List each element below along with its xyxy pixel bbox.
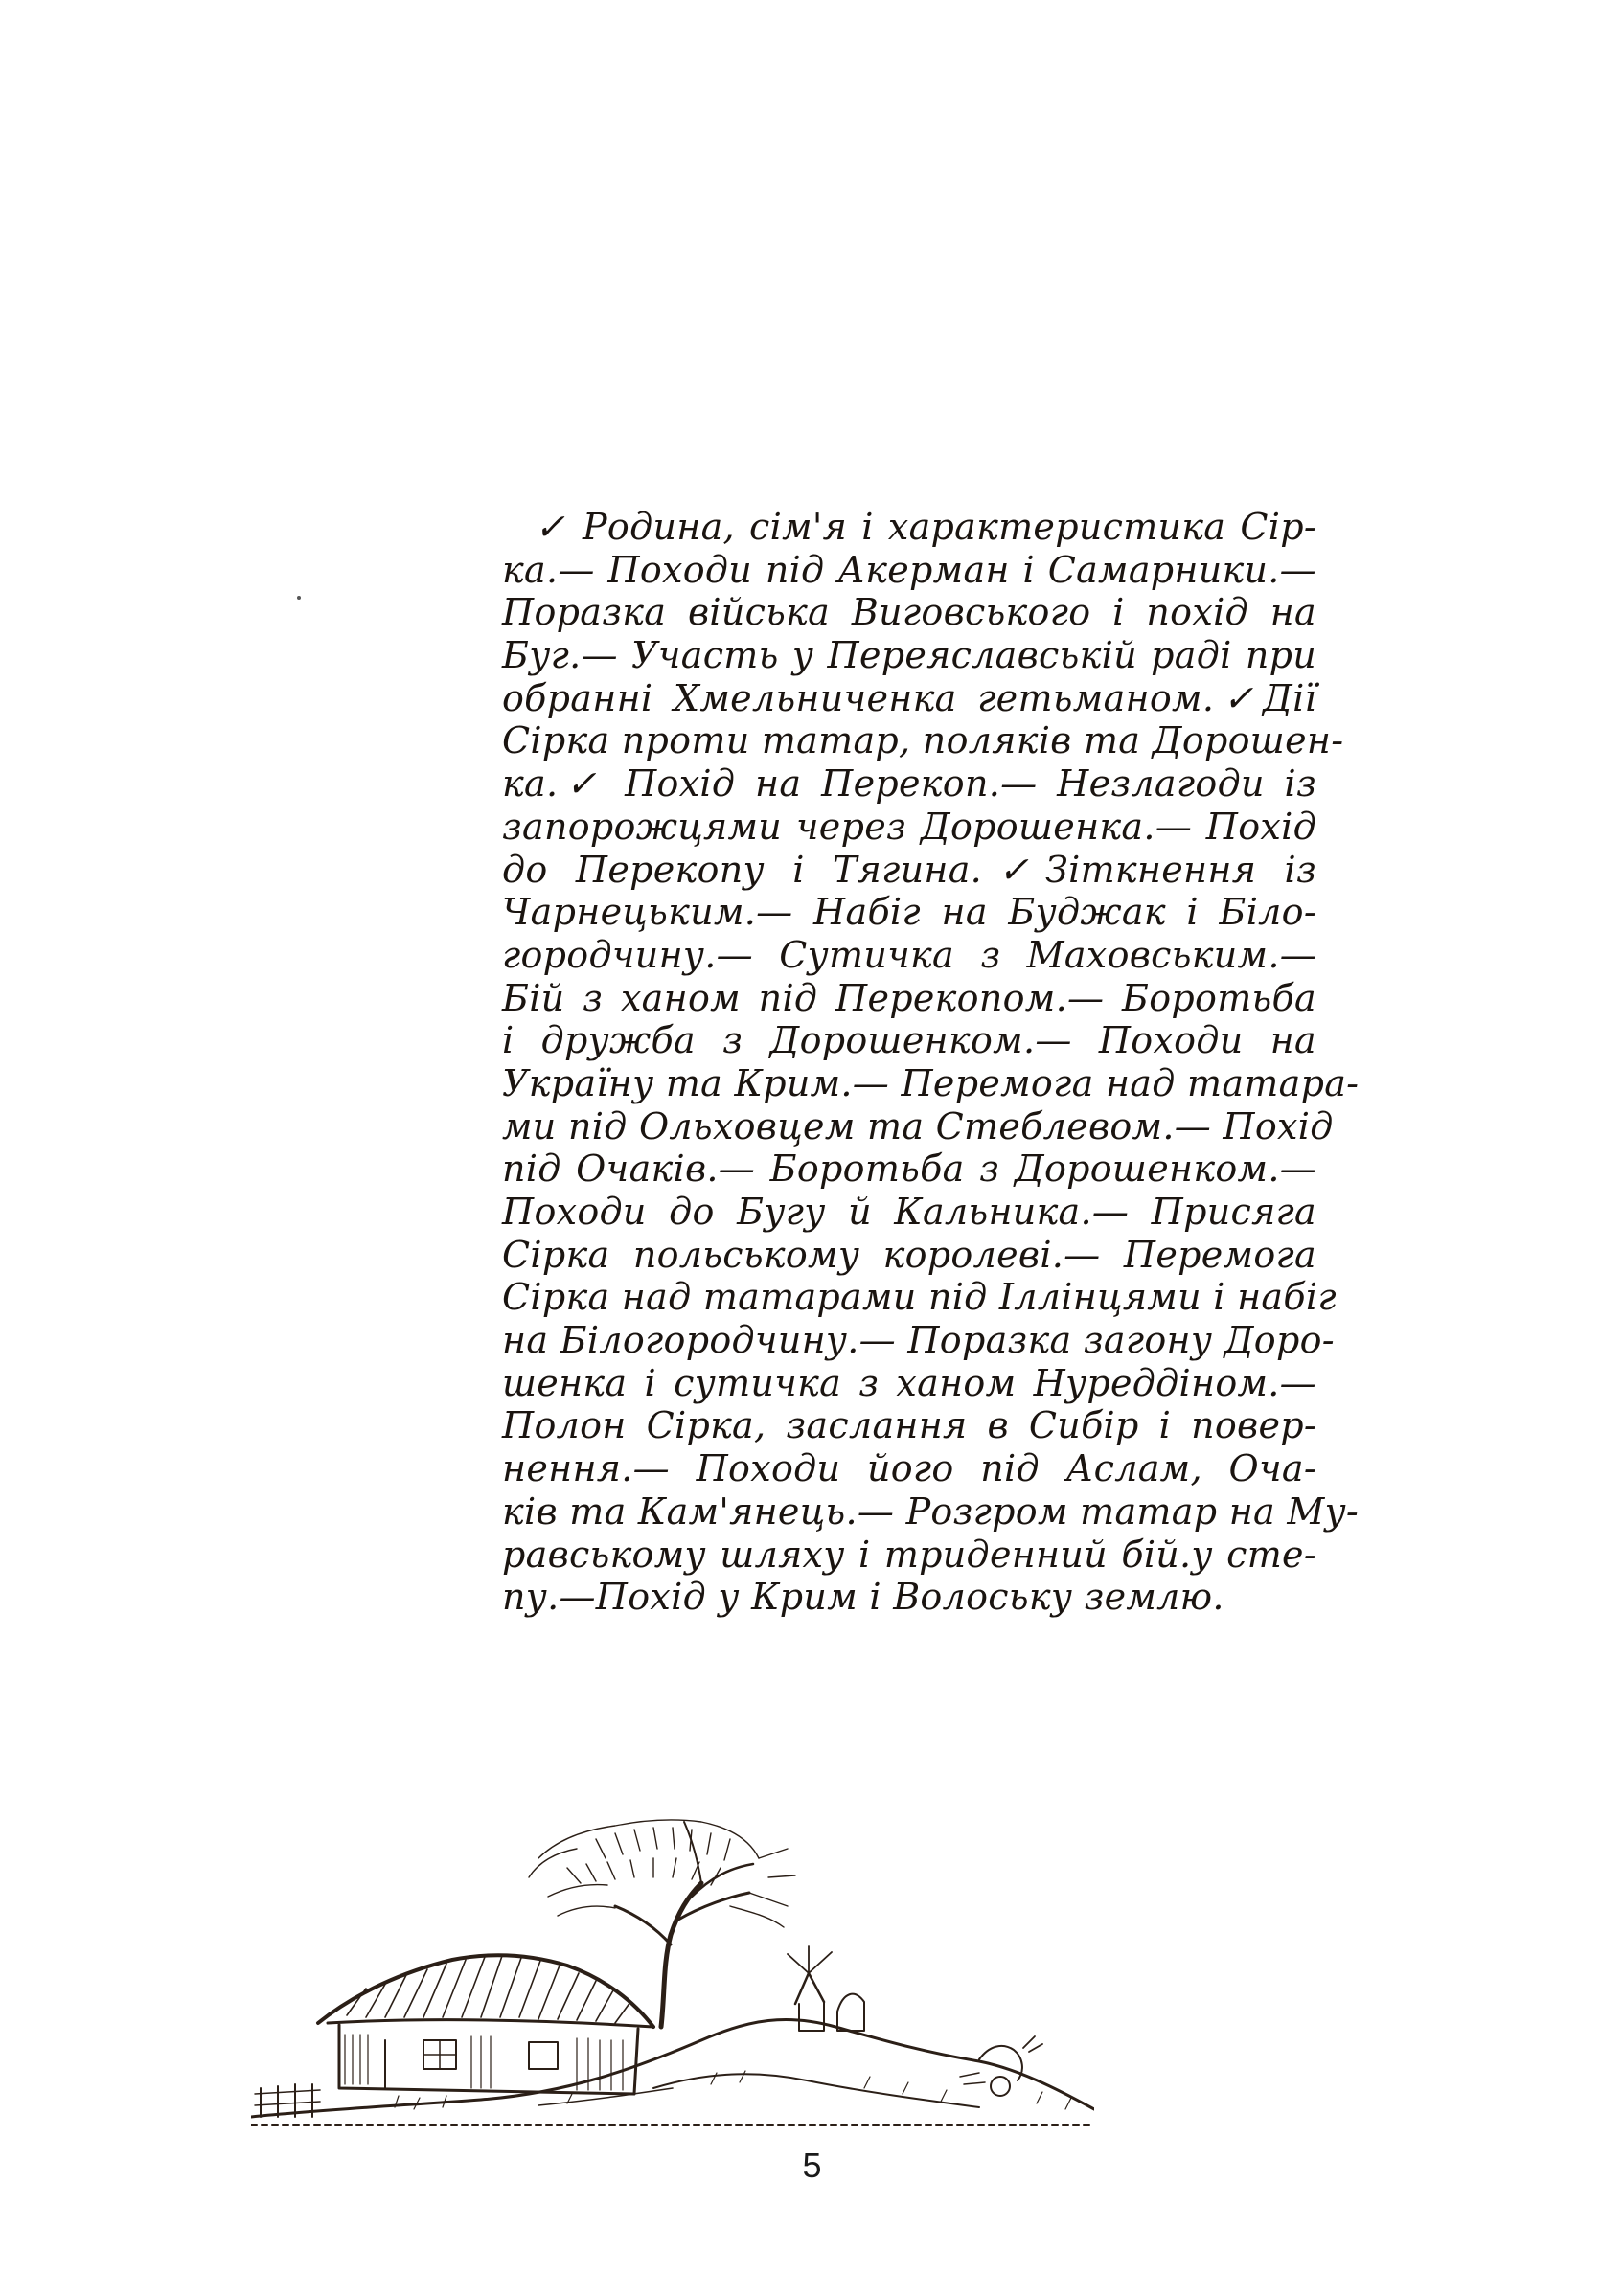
scan-speck [297, 596, 301, 600]
summary-line: Україну та Крим.— Перемога над татара- [502, 1061, 1360, 1104]
summary-line: Сірка польському королеві.— Перемога [502, 1233, 1316, 1276]
summary-line: шенка і сутичка з ханом Нуреддіном.— [502, 1361, 1316, 1404]
summary-line: Сірка проти татар, поляків та Дорошен- [502, 719, 1344, 762]
summary-line: під Очаків.— Боротьба з Дорошенком.— [502, 1148, 1316, 1191]
summary-line: городчину.— Сутичка з Маховським.— [502, 933, 1316, 976]
summary-line: і дружба з Дорошенком.— Походи на [502, 1019, 1316, 1062]
summary-line: равському шляху і триденний бій.у сте- [502, 1533, 1316, 1576]
summary-line: ка.✓ Похід на Перекоп.— Незлагоди із [502, 762, 1316, 806]
summary-line: ✓ Родина, сім'я і характеристика Сір- [535, 506, 1316, 548]
summary-line: ків та Кам'янець.— Розгром татар на Му- [502, 1489, 1360, 1533]
summary-line: Бій з ханом під Перекопом.— Боротьба [502, 976, 1316, 1019]
summary-line: нення.— Походи його під Аслам, Оча- [502, 1447, 1316, 1490]
summary-line: ми під Ольховцем та Стеблевом.— Похід [502, 1104, 1334, 1148]
summary-line: Полон Сірка, заслання в Сибір і повер- [502, 1404, 1316, 1447]
summary-line: Буг.— Участь у Переяславській раді при [502, 634, 1316, 677]
page-number: 5 [802, 2146, 822, 2185]
summary-line: пу.—Похід у Крим і Волоську землю. [502, 1576, 1224, 1619]
summary-line: на Білогородчину.— Поразка загону Доро- [502, 1319, 1335, 1362]
chapter-summary [502, 506, 1360, 1619]
summary-line: Походи до Бугу й Кальника.— Присяга [502, 1191, 1316, 1233]
summary-line: до Перекопу і Тягина.✓Зіткнення із [502, 848, 1316, 891]
summary-line: Поразка війська Виговського і похід на [502, 591, 1316, 634]
summary-line: Чарнецьким.— Набіг на Буджак і Біло- [502, 891, 1316, 934]
summary-line: обранні Хмельниченка гетьманом.✓Дії [502, 676, 1316, 719]
summary-line: Сірка над татарами під Іллінцями і набіг [502, 1276, 1337, 1319]
summary-line: ка.— Походи під Акерман і Самарники.— [502, 548, 1316, 591]
village-landscape-icon [251, 1801, 1094, 2126]
summary-line: запорожцями через Дорошенка.— Похід [502, 805, 1316, 848]
